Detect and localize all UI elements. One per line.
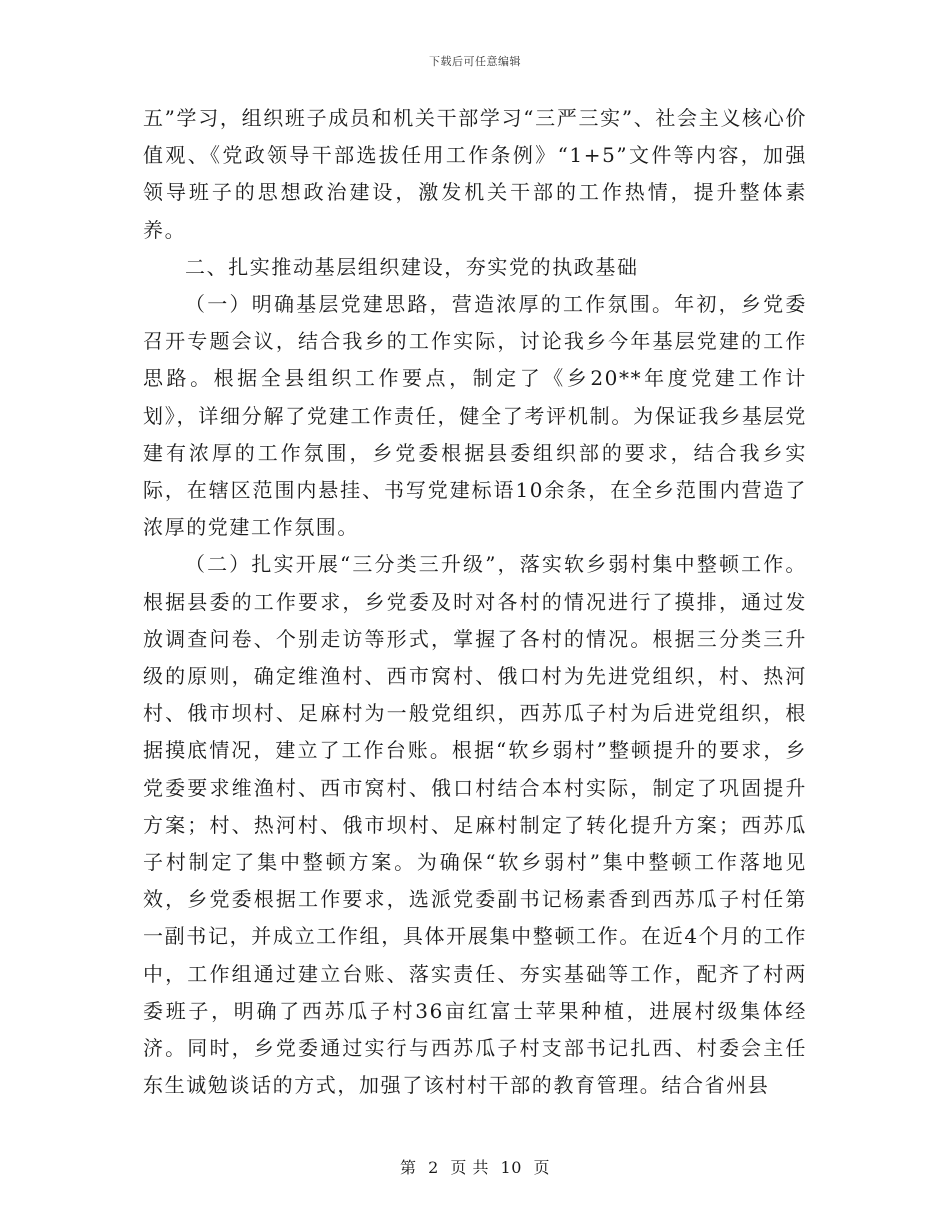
footer-prefix: 第	[399, 1158, 417, 1177]
section-heading: 二、扎实推动基层组织建设，夯实党的执政基础	[185, 254, 639, 279]
paragraph-subsection-2: （二）扎实开展“三分类三升级”，落实软乡弱村集中整顿工作。根据县委的工作要求，乡党委及时对各村的情况进行了摸排，通过发放调查问卷、个别走访等形式，掌握了各村的情况。根据三分类三升级的原则，确定维渔村、西市窝村、俄口村为先进党组织，村、热河村、俄市坝村、足麻村为一般党组织，西苏瓜子村为后进党组织，根据摸底情况，建立了工作台账。根据“软乡弱村”整顿提升的要求，乡党委要求维渔村、西市窝村、俄口村结合本村实际，制定了巩固提升方案；村、热河村、俄市坝村、足麻村制定了转化提升方案；西苏瓜子村制定了集中整顿方案。为确保“软乡弱村”集中整顿工作落地见效，乡党委根据工作要求，选派党委副书记杨素香到西苏瓜子村任第一副书记，并成立工作组，具体开展集中整顿工作。在近4个月的工作中，工作组通过建立台账、落实责任、夯实基础等工作，配齐了村两委班子，明确了西苏瓜子村36亩红富士苹果种植，进展村级集体经济。同时，乡党委通过实行与西苏瓜子村支部书记扎西、村委会主任东生诚勉谈话的方式，加强了该村村干部的教育管理。结合省州县	[143, 552, 807, 1098]
page-header-note: 下载后可任意编辑	[429, 55, 521, 68]
footer-page-number: 2	[428, 1158, 439, 1177]
paragraph-continuation: 五”学习，组织班子成员和机关干部学习“三严三实”、社会主义核心价值观、《党政领导干部选拔任用工作条例》“1+5”文件等内容，加强领导班子的思想政治建设，激发机关干部的工作热情，提升整体素养。	[143, 106, 807, 242]
footer-suffix: 页	[533, 1158, 551, 1177]
footer-middle: 页 共	[450, 1158, 489, 1177]
page-footer	[0, 1155, 950, 1178]
footer-total-pages: 10	[500, 1158, 522, 1177]
document-body	[143, 100, 807, 1104]
paragraph-subsection-1: （一）明确基层党建思路，营造浓厚的工作氛围。年初，乡党委召开专题会议，结合我乡的工作实际，讨论我乡今年基层党建的工作思路。根据全县组织工作要点，制定了《乡20**年度党建工作计划》，详细分解了党建工作责任，健全了考评机制。为保证我乡基层党建有浓厚的工作氛围，乡党委根据县委组织部的要求，结合我乡实际，在辖区范围内悬挂、书写党建标语10余条，在全乡范围内营造了浓厚的党建工作氛围。	[143, 292, 807, 540]
